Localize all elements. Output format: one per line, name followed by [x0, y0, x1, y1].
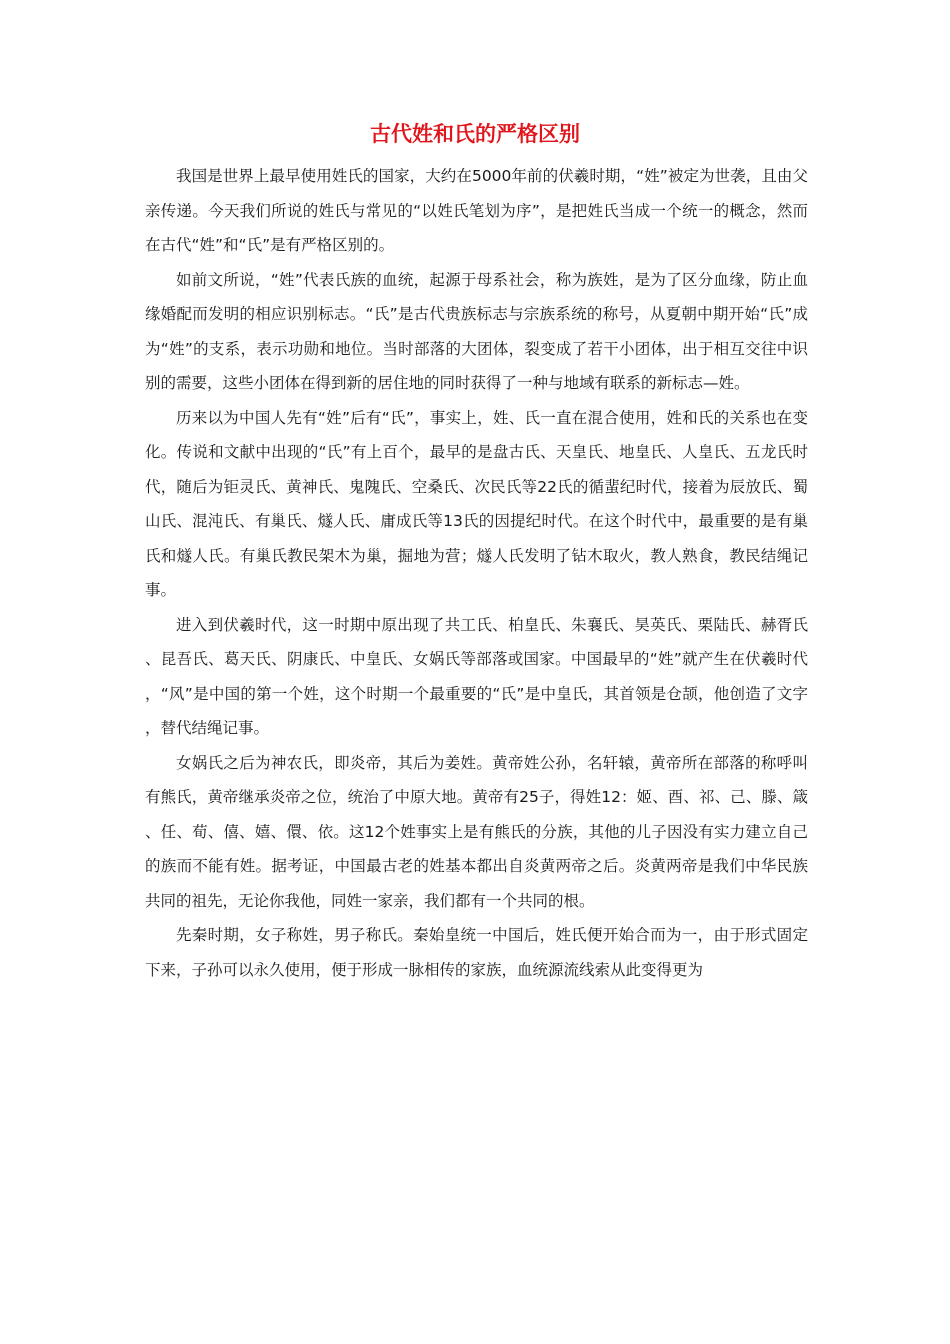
paragraph-2: 如前文所说，“姓”代表氏族的血统，起源于母系社会，称为族姓，是为了区分血缘，防止血缘婚配而发明的相应识别标志。“氏”是古代贵族标志与宗族系统的称号，从夏朝中期开始“氏”成为“姓”的支系，表示功勋和地位。当时部落的大团体，裂变成了若干小团体，出于相互交往中识别的需要，这些小团体在得到新的居住地的同时获得了一种与地域有联系的新标志—姓。 [145, 270, 808, 392]
paragraph-6: 先秦时期，女子称姓，男子称氏。秦始皇统一中国后，姓氏便开始合而为一，由于形式固定下来，子孙可以永久使用，便于形成一脉相传的家族，血统源流线索从此变得更为 [145, 926, 808, 979]
paragraph-4: 进入到伏羲时代，这一时期中原出现了共工氏、柏皇氏、朱襄氏、昊英氏、栗陆氏、赫胥氏、昆吾氏、葛天氏、阴康氏、中皇氏、女娲氏等部落或国家。中国最早的“姓”就产生在伏羲时代，“风”是中国的第一个姓，这个时期一个最重要的“氏”是中皇氏，其首领是仓颉，他创造了文字，替代结绳记事。 [145, 615, 808, 737]
document-body [145, 159, 808, 987]
paragraph-1: 我国是世界上最早使用姓氏的国家，大约在5000年前的伏羲时期，“姓”被定为世袭，且由父亲传递。今天我们所说的姓氏与常见的“以姓氏笔划为序”，是把姓氏当成一个统一的概念，然而在古代“姓”和“氏”是有严格区别的。 [145, 167, 808, 254]
paragraph-5: 女娲氏之后为神农氏，即炎帝，其后为姜姓。黄帝姓公孙，名轩辕，黄帝所在部落的称呼叫有熊氏，黄帝继承炎帝之位，统治了中原大地。黄帝有25子，得姓12：姬、酉、祁、己、滕、箴、任、荀、僖、嬉、儇、依。这12个姓事实上是有熊氏的分族，其他的儿子因没有实力建立自己的族而不能有姓。据考证，中国最古老的姓基本都出自炎黄两帝之后。炎黄两帝是我们中华民族共同的祖先，无论你我他，同姓一家亲，我们都有一个共同的根。 [145, 753, 808, 910]
paragraph-3: 历来以为中国人先有“姓”后有“氏”，事实上，姓、氏一直在混合使用，姓和氏的关系也在变化。传说和文献中出现的“氏”有上百个，最早的是盘古氏、天皇氏、地皇氏、人皇氏、五龙氏时代，随后为钜灵氏、黄神氏、鬼隗氏、空桑氏、次民氏等22氏的循蜚纪时代，接着为辰放氏、蜀山氏、混沌氏、有巢氏、燧人氏、庸成氏等13氏的因提纪时代。在这个时代中，最重要的是有巢氏和燧人氏。有巢氏教民架木为巢，掘地为营；燧人氏发明了钻木取火，教人熟食，教民结绳记事。 [145, 408, 808, 599]
document-title: 古代姓和氏的严格区别 [370, 121, 580, 146]
